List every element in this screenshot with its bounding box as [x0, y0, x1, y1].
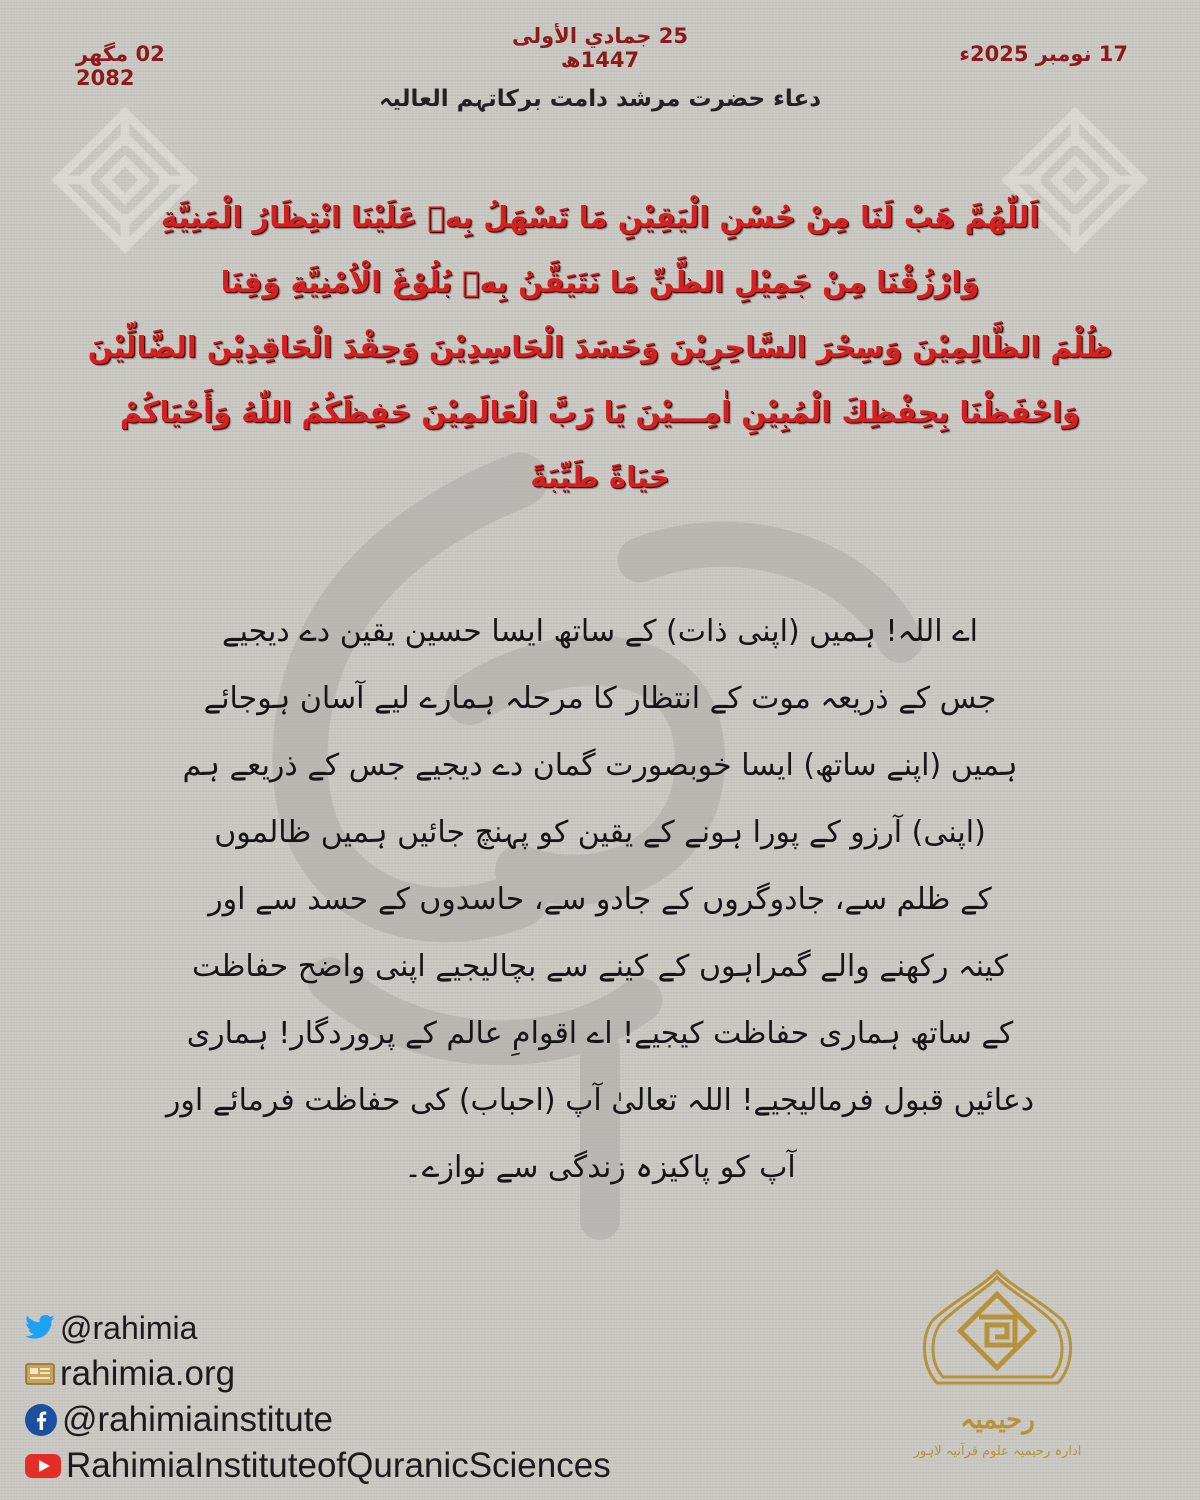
urdu-translation-line: جس کے ذریعہ موت کے انتظار کا مرحلہ ہمارے لیے آسان ہوجائے — [203, 681, 997, 716]
arabic-dua-line: اَللّٰهُمَّ هَبْ لَنَا مِنْ حُسْنِ الْيَقِيْنِ مَا تَسْهَلُ بِهٖ عَلَيْنَا انْتِظَارُ الْمَنِيَّةِ — [160, 200, 1040, 234]
gregorian-date: 17 نومبر 2025ء — [959, 42, 1128, 66]
arabic-dua-line: وَاحْفَظْنَا بِحِفْظِكَ الْمُبِيْنِ اٰمِـــيْنَ يَا رَبَّ الْعَالَمِيْنَ حَفِظَكُمُ اللّٰهُ وَأَحْيَاكُمْ — [119, 395, 1081, 429]
urdu-translation-line: ہمیں (اپنے ساتھ) ایسا خوبصورت گمان دے دیجیے جس کے ذریعے ہم — [182, 748, 1018, 783]
website-url: rahimia.org — [60, 1354, 236, 1393]
web-icon — [24, 1361, 56, 1387]
arabic-dua-line: حَيَاةً طَيِّبَةً — [530, 460, 670, 494]
youtube-icon — [24, 1452, 62, 1480]
urdu-translation-line: اے اللہ! ہمیں (اپنی ذات) کے ساتھ ایسا حسین یقین دے دیجیے — [221, 614, 978, 649]
facebook-handle: @rahimiainstitute — [62, 1400, 333, 1439]
twitter-link[interactable] — [24, 1305, 664, 1351]
youtube-link[interactable] — [24, 1443, 664, 1489]
twitter-bird-icon — [24, 1314, 56, 1342]
hijri-date: 25 جمادي الأولى 1447ھ — [512, 24, 688, 72]
facebook-link[interactable] — [24, 1397, 664, 1443]
youtube-channel: RahimiaInstituteofQuranicSciences — [66, 1446, 611, 1485]
urdu-translation-line: (اپنی) آرزو کے پورا ہونے کے یقین کو پہنچ جائیں ہمیں ظالموں — [214, 815, 986, 850]
website-link[interactable] — [24, 1351, 664, 1397]
page-title: دعاء حضرت مرشد دامت برکاتہم العالیہ — [378, 86, 822, 112]
urdu-translation — [150, 598, 1050, 1201]
logo-subtitle: ادارہ رحیمیہ علوم قرآنیہ لاہور — [913, 1444, 1082, 1459]
social-links — [24, 1305, 664, 1489]
arabic-dua — [70, 185, 1130, 510]
urdu-translation-line: کینہ رکھنے والے گمراہوں کے کینے سے بچالیجیے اپنی واضح حفاظت — [192, 949, 1008, 984]
rahimia-logo — [915, 1265, 1080, 1495]
logo-name: رحیمیہ — [960, 1405, 1035, 1435]
bikrami-date: 02 مگھر 2082 — [76, 42, 165, 90]
twitter-handle: @rahimia — [60, 1310, 198, 1346]
arabic-dua-line: وَارْزُقْنَا مِنْ جَمِيْلِ الظَّنِّ مَا نَتَيَقَّنُ بِهٖ بُلُوْغَ الْاُمْنِيَّةِ وَقِنَا — [220, 265, 980, 299]
urdu-translation-line: کے ظلم سے، جادوگروں کے جادو سے، حاسدوں کے حسد سے اور — [208, 882, 992, 917]
urdu-translation-line: آپ کو پاکیزہ زندگی سے نوازے۔ — [404, 1150, 796, 1185]
urdu-translation-line: دعائیں قبول فرمالیجیے! اللہ تعالیٰ آپ (احباب) کی حفاظت فرمائے اور — [165, 1083, 1035, 1118]
arabic-dua-line: ظُلْمَ الظَّالِمِيْنَ وَسِحْرَ السَّاحِرِيْنَ وَحَسَدَ الْحَاسِدِيْنَ وَحِقْدَ الْحَاقِدِيْنَ الضَّالِّيْنَ — [87, 330, 1113, 364]
facebook-icon — [24, 1403, 58, 1437]
urdu-translation-line: کے ساتھ ہماری حفاظت کیجیے! اے اقوامِ عالم کے پروردگار! ہماری — [186, 1016, 1014, 1051]
